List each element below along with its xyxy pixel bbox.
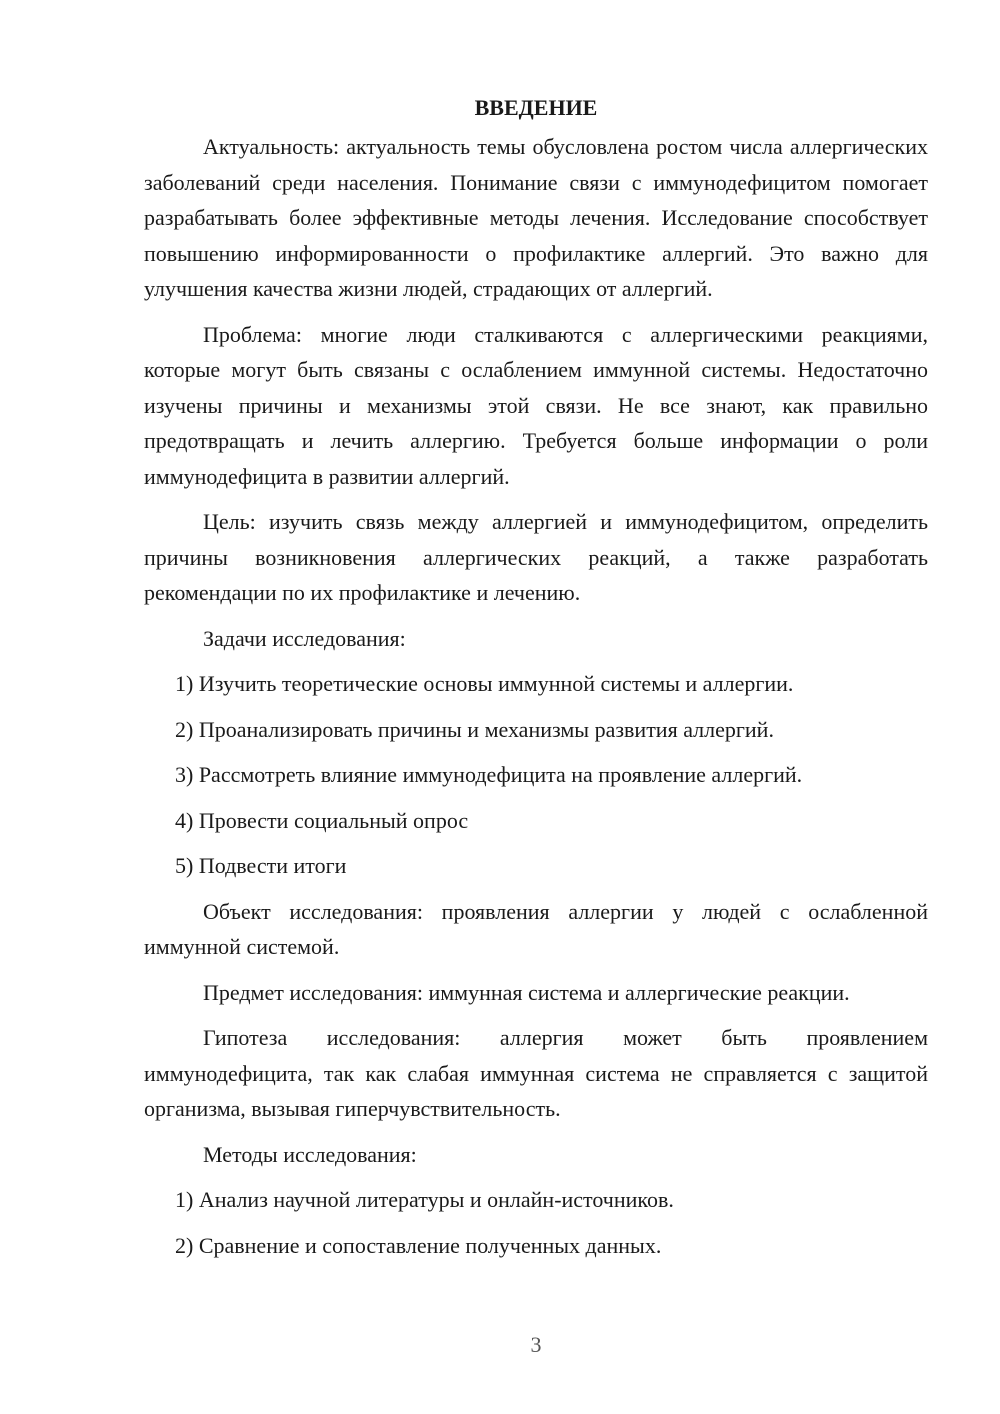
list-item: 2) Проанализировать причины и механизмы развития аллергий. (175, 716, 774, 742)
object-paragraph: Объект исследования: проявления аллергии у людей с ослабленной иммунной системой. (144, 898, 928, 959)
goal-paragraph: Цель: изучить связь между аллергией и иммунодефицитом, определить причины возникновения аллергических реакций, а также разработать рекомендации по их профилактике и лечению. (144, 509, 928, 605)
list-item: 2) Сравнение и сопоставление полученных данных. (175, 1232, 662, 1258)
methods-label: Методы исследования: (203, 1141, 417, 1167)
page-number: 3 (530, 1332, 542, 1357)
tasks-label: Задачи исследования: (203, 625, 406, 651)
section-heading: ВВЕДЕНИЕ (474, 95, 598, 120)
document-page (144, 90, 928, 1273)
hypothesis-paragraph: Гипотеза исследования: аллергия может быть проявлением иммунодефицита, так как слабая иммунная система не справляется с защитой организма, вызывая гиперчувствительность. (144, 1025, 928, 1121)
tasks-list (144, 666, 928, 884)
problem-paragraph: Проблема: многие люди сталкиваются с аллергическими реакциями, которые могут быть связаны с ослаблением иммунной системы. Недостаточно изучены причины и механизмы этой связи. Не все знают, как правильно предотвращать и лечить аллергию. Требуется больше информации о роли иммунодефицита в развитии аллергий. (144, 321, 928, 489)
subject-paragraph: Предмет исследования: иммунная система и аллергические реакции. (203, 979, 850, 1005)
list-item: 3) Рассмотреть влияние иммунодефицита на проявление аллергий. (175, 762, 803, 787)
relevance-paragraph: Актуальность: актуальность темы обусловлена ростом числа аллергических заболеваний среди населения. Понимание связи с иммунодефицитом помогает разрабатывать более эффективные методы лечения. Исследование способствует повышению информированности о профилактике аллергий. Это важно для улучшения качества жизни людей, страдающих от аллергий. (144, 134, 928, 301)
list-item: 5) Подвести итоги (175, 853, 347, 878)
list-item: 1) Анализ научной литературы и онлайн-источников. (175, 1187, 674, 1212)
methods-list (144, 1182, 928, 1263)
list-item: 1) Изучить теоретические основы иммунной системы и аллергии. (175, 671, 794, 696)
list-item: 4) Провести социальный опрос (175, 807, 469, 833)
